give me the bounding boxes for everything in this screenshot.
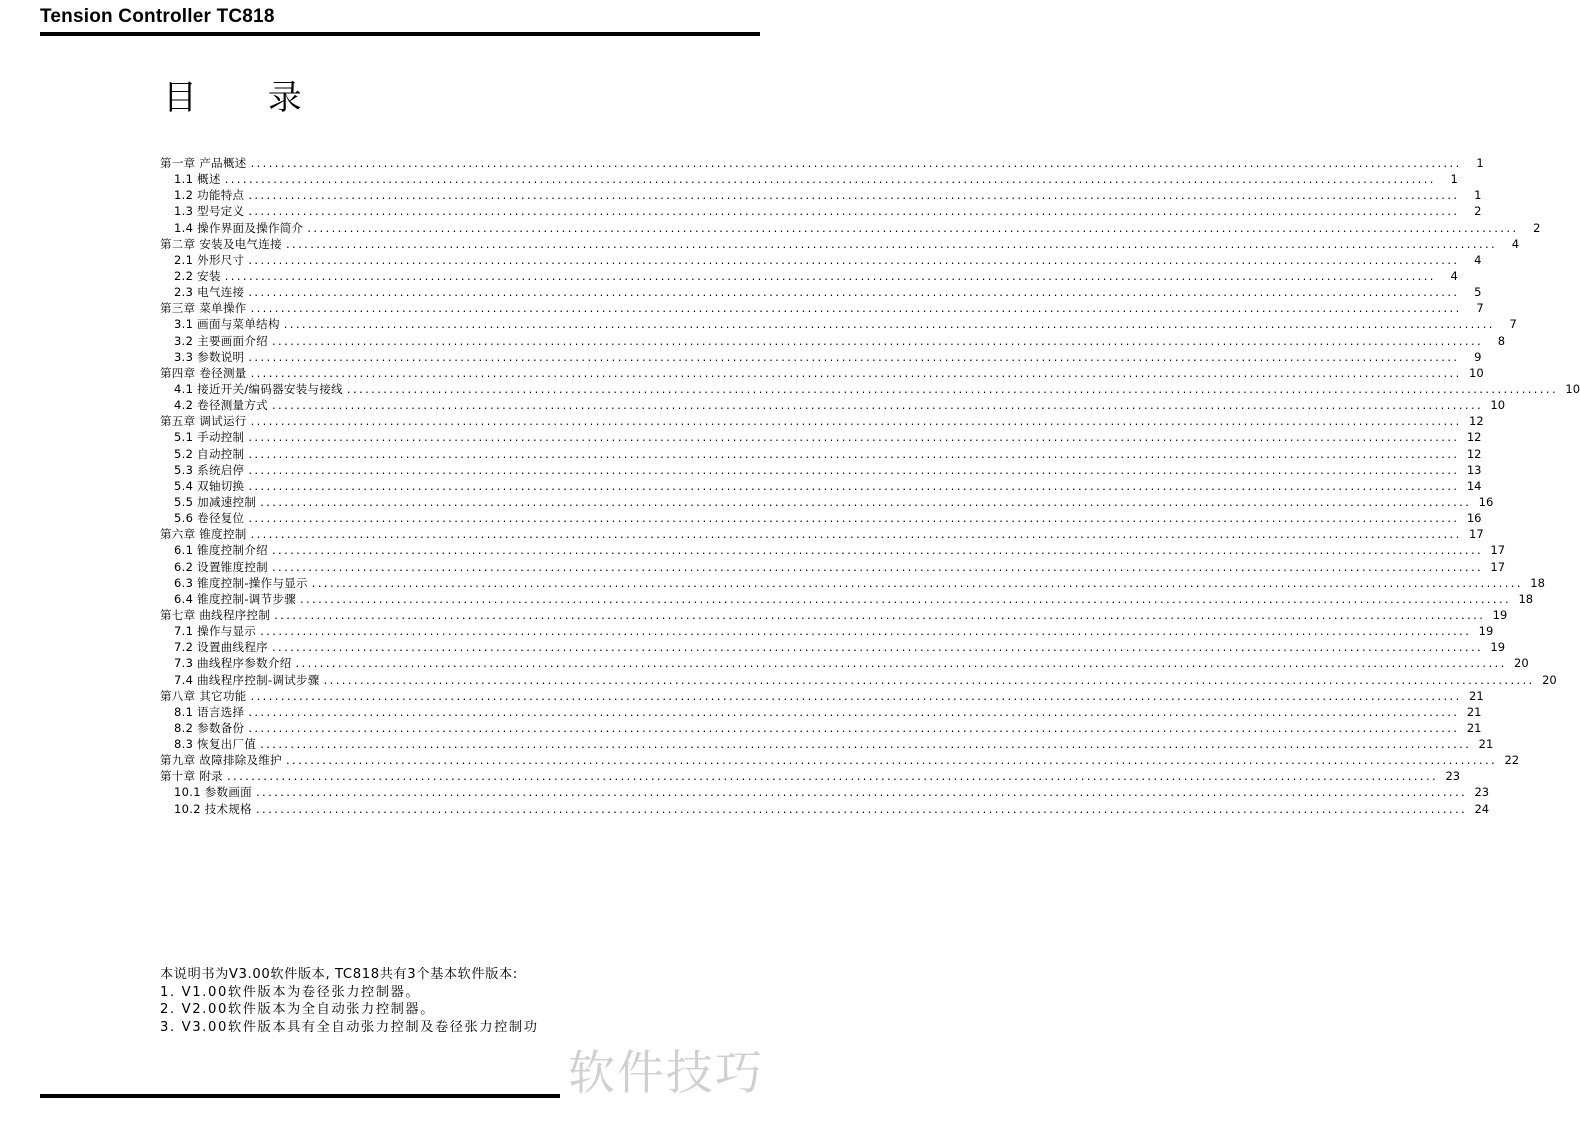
toc-section-row[interactable] xyxy=(160,736,1494,752)
toc-section-row[interactable] xyxy=(160,462,1482,478)
toc-entry-label: 2.1 外形尺寸 xyxy=(174,252,245,267)
toc-entry-label: 3.2 主要画面介绍 xyxy=(174,333,268,348)
toc-entry-label: 5.3 系统启停 xyxy=(174,462,245,477)
toc-dot-leader: ........................................................................................................................................................................................................ xyxy=(260,494,1472,509)
toc-dot-leader: ........................................................................................................................................................................................................ xyxy=(271,333,1484,348)
toc-dot-leader: ........................................................................................................................................................................................................ xyxy=(250,365,1462,380)
toc-dot-leader: ........................................................................................................................................................................................................ xyxy=(248,478,1460,493)
toc-page-number: 4 xyxy=(1474,252,1482,267)
toc-entry-label: 3.3 参数说明 xyxy=(174,349,245,364)
toc-dot-leader: ........................................................................................................................................................................................................ xyxy=(271,398,1484,413)
toc-entry-label: 7.3 曲线程序参数介绍 xyxy=(174,656,292,671)
toc-entry-label: 1.1 概述 xyxy=(174,172,221,187)
toc-section-row[interactable] xyxy=(160,349,1482,365)
toc-entry-label: 7.4 曲线程序控制-调试步骤 xyxy=(174,672,320,687)
toc-section-row[interactable] xyxy=(160,284,1482,300)
toc-dot-leader: ........................................................................................................................................................................................................ xyxy=(250,414,1462,429)
version-note-line: 1. V1.00软件版本为卷径张力控制器。 xyxy=(160,984,421,1000)
toc-page-number: 23 xyxy=(1445,769,1461,784)
page-title: 目 录 xyxy=(163,78,332,118)
toc-chapter-row[interactable] xyxy=(160,300,1484,316)
toc-dot-leader: ........................................................................................................................................................................................................ xyxy=(224,172,1436,187)
toc-dot-leader: ........................................................................................................................................................................................................ xyxy=(300,591,1512,606)
toc-page-number: 1 xyxy=(1450,172,1458,187)
toc-entry-label: 第六章 锥度控制 xyxy=(160,527,247,542)
toc-entry-label: 8.1 语言选择 xyxy=(174,704,245,719)
toc-dot-leader: ........................................................................................................................................................................................................ xyxy=(250,527,1462,542)
toc-section-row[interactable] xyxy=(160,542,1506,558)
toc-page-number: 4 xyxy=(1511,236,1520,251)
toc-page-number: 10 xyxy=(1490,398,1506,413)
footer-rule xyxy=(40,1094,560,1098)
toc-page-number: 19 xyxy=(1490,640,1506,655)
toc-dot-leader: ........................................................................................................................................................................................................ xyxy=(255,785,1468,800)
toc-page-number: 24 xyxy=(1474,801,1490,816)
toc-dot-leader: ........................................................................................................................................................................................................ xyxy=(226,769,1439,784)
toc-entry-label: 7.2 设置曲线程序 xyxy=(174,640,268,655)
toc-entry-label: 4.2 卷径测量方式 xyxy=(174,398,268,413)
toc-section-row[interactable] xyxy=(160,591,1534,607)
toc-section-row[interactable] xyxy=(160,446,1482,462)
toc-page-number: 19 xyxy=(1478,624,1494,639)
toc-section-row[interactable] xyxy=(160,187,1482,203)
toc-entry-label: 第三章 菜单操作 xyxy=(160,301,247,316)
toc-section-row[interactable] xyxy=(160,333,1506,349)
toc-entry-label: 第五章 调试运行 xyxy=(160,414,247,429)
toc-section-row[interactable] xyxy=(160,397,1506,413)
toc-section-row[interactable] xyxy=(160,720,1482,736)
toc-dot-leader: ........................................................................................................................................................................................................ xyxy=(323,672,1535,687)
toc-page-number: 8 xyxy=(1497,333,1506,348)
toc-dot-leader: ........................................................................................................................................................................................................ xyxy=(248,252,1460,267)
toc-page-number: 1 xyxy=(1476,156,1484,170)
toc-dot-leader: ........................................................................................................................................................................................................ xyxy=(248,446,1460,461)
toc-entry-label: 6.1 锥度控制介绍 xyxy=(174,543,268,558)
watermark: 软件技巧 xyxy=(568,1046,764,1101)
toc-chapter-row[interactable] xyxy=(160,236,1520,252)
toc-page-number: 22 xyxy=(1504,753,1520,768)
toc-section-row[interactable] xyxy=(160,203,1482,219)
toc-dot-leader: ........................................................................................................................................................................................................ xyxy=(295,656,1507,671)
toc-page-number: 19 xyxy=(1492,607,1508,622)
toc-entry-label: 6.3 锥度控制-操作与显示 xyxy=(174,575,308,590)
toc-section-row[interactable] xyxy=(160,510,1482,526)
toc-entry-label: 5.5 加减速控制 xyxy=(174,494,257,509)
toc-section-row[interactable] xyxy=(160,429,1482,445)
toc-dot-leader: ........................................................................................................................................................................................................ xyxy=(248,204,1460,219)
toc-page-number: 18 xyxy=(1530,575,1545,590)
toc-page-number: 10 xyxy=(1565,381,1580,396)
toc-page-number: 16 xyxy=(1478,494,1494,509)
toc-entry-label: 6.2 设置锥度控制 xyxy=(174,559,268,574)
toc-page-number: 17 xyxy=(1490,559,1506,574)
toc-page-number: 20 xyxy=(1514,656,1529,671)
toc-page-number: 7 xyxy=(1509,317,1517,332)
toc-section-row[interactable] xyxy=(160,171,1458,187)
toc-entry-label: 1.2 功能特点 xyxy=(174,188,245,203)
toc-dot-leader: ........................................................................................................................................................................................................ xyxy=(255,801,1468,816)
toc-dot-leader: ........................................................................................................................................................................................................ xyxy=(346,381,1559,396)
toc-page-number: 4 xyxy=(1450,268,1458,283)
toc-entry-label: 2.3 电气连接 xyxy=(174,285,245,300)
toc-section-row[interactable] xyxy=(160,704,1482,720)
toc-entry-label: 6.4 锥度控制-调节步骤 xyxy=(174,591,296,606)
toc-chapter-row[interactable] xyxy=(160,413,1484,429)
toc-dot-leader: ........................................................................................................................................................................................................ xyxy=(250,301,1462,316)
toc-entry-label: 10.1 参数画面 xyxy=(174,785,252,800)
toc-entry-label: 8.2 参数备份 xyxy=(174,720,245,735)
toc-page-number: 2 xyxy=(1533,220,1541,235)
toc-dot-leader: ........................................................................................................................................................................................................ xyxy=(271,640,1484,655)
toc-section-row[interactable] xyxy=(160,575,1545,591)
toc-page-number: 21 xyxy=(1469,688,1484,703)
toc-entry-label: 5.6 卷径复位 xyxy=(174,511,245,526)
toc-dot-leader: ........................................................................................................................................................................................................ xyxy=(274,607,1486,622)
toc-dot-leader: ........................................................................................................................................................................................................ xyxy=(248,285,1460,300)
header-rule xyxy=(40,32,760,36)
toc-section-row[interactable] xyxy=(160,220,1541,236)
toc-entry-label: 5.1 手动控制 xyxy=(174,430,245,445)
version-note-line: 3. V3.00软件版本具有全自动张力控制及卷径张力控制功 xyxy=(160,1019,539,1035)
toc-section-row[interactable] xyxy=(160,672,1557,688)
toc-entry-label: 2.2 安装 xyxy=(174,268,221,283)
toc-dot-leader: ........................................................................................................................................................................................................ xyxy=(248,462,1460,477)
toc-page-number: 14 xyxy=(1466,478,1482,493)
toc-dot-leader: ........................................................................................................................................................................................................ xyxy=(248,188,1460,203)
toc-page-number: 9 xyxy=(1474,349,1482,364)
toc-page-number: 18 xyxy=(1518,591,1534,606)
toc-dot-leader: ........................................................................................................................................................................................................ xyxy=(250,156,1462,170)
toc-entry-label: 第七章 曲线程序控制 xyxy=(160,607,271,622)
version-notes xyxy=(160,966,539,1036)
toc-page-number: 7 xyxy=(1476,301,1484,316)
toc-chapter-row[interactable] xyxy=(160,768,1461,784)
toc-section-row[interactable] xyxy=(160,252,1482,268)
toc-page-number: 12 xyxy=(1466,446,1482,461)
toc-page-number: 17 xyxy=(1490,543,1506,558)
toc-entry-label: 1.3 型号定义 xyxy=(174,204,245,219)
toc-dot-leader: ........................................................................................................................................................................................................ xyxy=(248,720,1460,735)
toc-page-number: 21 xyxy=(1466,720,1482,735)
toc-entry-label: 5.4 双轴切换 xyxy=(174,478,245,493)
toc-page-number: 2 xyxy=(1474,204,1482,219)
toc-section-row[interactable] xyxy=(160,655,1529,671)
toc-section-row[interactable] xyxy=(160,559,1506,575)
toc-entry-label: 8.3 恢复出厂值 xyxy=(174,737,257,752)
toc-page-number: 21 xyxy=(1478,737,1494,752)
toc-entry-label: 第八章 其它功能 xyxy=(160,688,247,703)
toc-page-number: 1 xyxy=(1474,188,1482,203)
toc-chapter-row[interactable] xyxy=(160,752,1520,768)
toc-section-row[interactable] xyxy=(160,623,1494,639)
toc-page-number: 12 xyxy=(1469,414,1484,429)
toc-page-number: 23 xyxy=(1474,785,1490,800)
toc-dot-leader: ........................................................................................................................................................................................................ xyxy=(224,268,1436,283)
toc-dot-leader: ........................................................................................................................................................................................................ xyxy=(285,753,1498,768)
toc-dot-leader: ........................................................................................................................................................................................................ xyxy=(271,543,1484,558)
toc-section-row[interactable] xyxy=(160,268,1458,284)
toc-dot-leader: ........................................................................................................................................................................................................ xyxy=(307,220,1519,235)
version-notes-intro: 本说明书为V3.00软件版本, TC818共有3个基本软件版本: xyxy=(160,967,518,982)
toc-dot-leader: ........................................................................................................................................................................................................ xyxy=(260,737,1472,752)
toc-entry-label: 第二章 安装及电气连接 xyxy=(160,236,282,251)
toc-dot-leader: ........................................................................................................................................................................................................ xyxy=(260,624,1472,639)
toc-chapter-row[interactable] xyxy=(160,526,1484,542)
toc-section-row[interactable] xyxy=(160,784,1490,800)
toc-section-row[interactable] xyxy=(160,316,1517,332)
toc-dot-leader: ........................................................................................................................................................................................................ xyxy=(248,511,1460,526)
toc-entry-label: 第一章 产品概述 xyxy=(160,156,247,170)
toc-page-number: 20 xyxy=(1542,672,1557,687)
toc-entry-label: 第十章 附录 xyxy=(160,769,223,784)
toc-dot-leader: ........................................................................................................................................................................................................ xyxy=(250,688,1462,703)
toc-dot-leader: ........................................................................................................................................................................................................ xyxy=(248,704,1460,719)
toc-chapter-row[interactable] xyxy=(160,607,1508,623)
table-of-contents xyxy=(160,155,1580,817)
toc-dot-leader: ........................................................................................................................................................................................................ xyxy=(283,317,1495,332)
toc-page-number: 12 xyxy=(1466,430,1482,445)
toc-page-number: 10 xyxy=(1469,365,1484,380)
toc-section-row[interactable] xyxy=(160,494,1494,510)
toc-section-row[interactable] xyxy=(160,801,1490,817)
toc-dot-leader: ........................................................................................................................................................................................................ xyxy=(285,236,1498,251)
toc-dot-leader: ........................................................................................................................................................................................................ xyxy=(248,349,1460,364)
toc-chapter-row[interactable] xyxy=(160,365,1484,381)
toc-entry-label: 5.2 自动控制 xyxy=(174,446,245,461)
toc-section-row[interactable] xyxy=(160,639,1506,655)
toc-chapter-row[interactable] xyxy=(160,155,1484,171)
version-note-line: 2. V2.00软件版本为全自动张力控制器。 xyxy=(160,1002,435,1017)
toc-page-number: 5 xyxy=(1474,285,1482,300)
toc-entry-label: 1.4 操作界面及操作简介 xyxy=(174,220,304,235)
toc-section-row[interactable] xyxy=(160,381,1580,397)
toc-page-number: 16 xyxy=(1466,511,1482,526)
toc-page-number: 21 xyxy=(1466,704,1482,719)
toc-dot-leader: ........................................................................................................................................................................................................ xyxy=(248,430,1460,445)
toc-page-number: 17 xyxy=(1469,527,1484,542)
toc-entry-label: 7.1 操作与显示 xyxy=(174,624,257,639)
toc-dot-leader: ........................................................................................................................................................................................................ xyxy=(271,559,1484,574)
toc-dot-leader: ........................................................................................................................................................................................................ xyxy=(311,575,1523,590)
toc-entry-label: 10.2 技术规格 xyxy=(174,801,252,816)
toc-section-row[interactable] xyxy=(160,478,1482,494)
toc-entry-label: 第四章 卷径测量 xyxy=(160,365,247,380)
header-title: Tension Controller TC818 xyxy=(40,6,275,27)
toc-chapter-row[interactable] xyxy=(160,688,1484,704)
toc-entry-label: 第九章 故障排除及维护 xyxy=(160,753,282,768)
toc-entry-label: 4.1 接近开关/编码器安装与接线 xyxy=(174,381,343,396)
toc-page-number: 13 xyxy=(1466,462,1482,477)
toc-entry-label: 3.1 画面与菜单结构 xyxy=(174,317,280,332)
